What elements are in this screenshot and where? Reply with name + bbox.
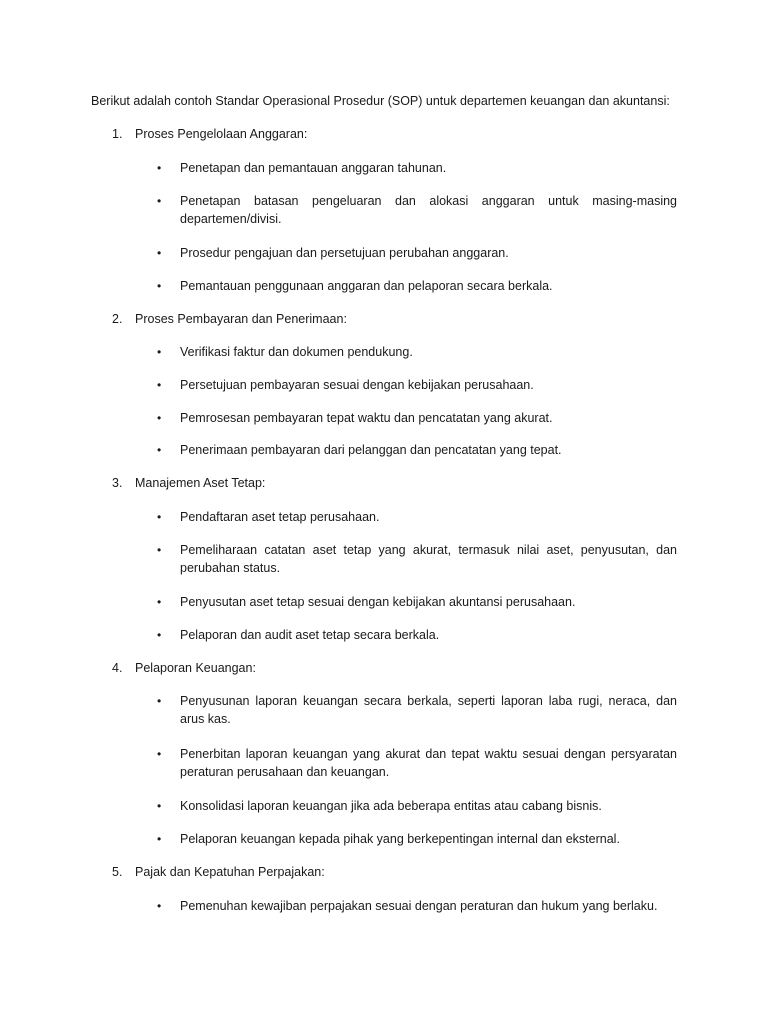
list-item: • Pendaftaran aset tetap perusahaan. bbox=[157, 510, 380, 524]
list-item: • Pemrosesan pembayaran tepat waktu dan pencatatan yang akurat. bbox=[157, 411, 553, 425]
section-heading-4 bbox=[112, 659, 256, 677]
bullet-icon: • bbox=[157, 543, 162, 557]
section-title: Proses Pembayaran dan Penerimaan: bbox=[135, 312, 347, 326]
section-heading-3 bbox=[112, 474, 265, 492]
bullet-icon: • bbox=[157, 628, 162, 642]
list-item: • Pelaporan dan audit aset tetap secara berkala. bbox=[157, 628, 440, 642]
bullet-icon: • bbox=[157, 443, 162, 457]
bullet-icon: • bbox=[157, 832, 162, 846]
bullet-icon: • bbox=[157, 378, 162, 392]
list-item: • Konsolidasi laporan keuangan jika ada beberapa entitas atau cabang bisnis. bbox=[157, 799, 602, 813]
list-item: • Pemantauan penggunaan anggaran dan pelaporan secara berkala. bbox=[157, 279, 553, 293]
section-heading-1 bbox=[112, 125, 307, 143]
bullet-icon: • bbox=[157, 747, 162, 761]
intro-paragraph: Berikut adalah contoh Standar Operasional Prosedur (SOP) untuk departemen keuangan dan akuntansi: bbox=[91, 94, 670, 108]
list-item: • Penerbitan laporan keuangan yang akurat dan tepat waktu sesuai dengan persyaratan peraturan perusahaan dan keuangan. bbox=[157, 747, 677, 779]
bullet-icon: • bbox=[157, 161, 162, 175]
section-title: Pelaporan Keuangan: bbox=[135, 661, 256, 675]
bullet-icon: • bbox=[157, 279, 162, 293]
section-number: 5. bbox=[112, 865, 123, 879]
section-number: 2. bbox=[112, 312, 123, 326]
list-item: • Pemenuhan kewajiban perpajakan sesuai dengan peraturan dan hukum yang berlaku. bbox=[157, 899, 658, 913]
section-number: 4. bbox=[112, 661, 123, 675]
list-item: • Penyusutan aset tetap sesuai dengan kebijakan akuntansi perusahaan. bbox=[157, 595, 576, 609]
list-item: • Verifikasi faktur dan dokumen pendukung. bbox=[157, 345, 413, 359]
bullet-icon: • bbox=[157, 799, 162, 813]
bullet-icon: • bbox=[157, 694, 162, 708]
section-number: 3. bbox=[112, 476, 123, 490]
list-item: • Penyusunan laporan keuangan secara berkala, seperti laporan laba rugi, neraca, dan arus kas. bbox=[157, 694, 677, 726]
list-item: • Pelaporan keuangan kepada pihak yang berkepentingan internal dan eksternal. bbox=[157, 832, 620, 846]
section-title: Pajak dan Kepatuhan Perpajakan: bbox=[135, 865, 325, 879]
section-title: Proses Pengelolaan Anggaran: bbox=[135, 127, 308, 141]
list-item: • Prosedur pengajuan dan persetujuan perubahan anggaran. bbox=[157, 246, 509, 260]
list-item: • Penerimaan pembayaran dari pelanggan dan pencatatan yang tepat. bbox=[157, 443, 562, 457]
section-title: Manajemen Aset Tetap: bbox=[135, 476, 266, 490]
bullet-icon: • bbox=[157, 194, 162, 208]
bullet-icon: • bbox=[157, 246, 162, 260]
section-number: 1. bbox=[112, 127, 123, 141]
bullet-icon: • bbox=[157, 345, 162, 359]
list-item: • Penetapan dan pemantauan anggaran tahunan. bbox=[157, 161, 447, 175]
list-item: • Pemeliharaan catatan aset tetap yang akurat, termasuk nilai aset, penyusutan, dan perubahan status. bbox=[157, 543, 677, 575]
list-item: • Persetujuan pembayaran sesuai dengan kebijakan perusahaan. bbox=[157, 378, 534, 392]
list-item: • Penetapan batasan pengeluaran dan alokasi anggaran untuk masing-masing departemen/divisi. bbox=[157, 194, 677, 226]
bullet-icon: • bbox=[157, 411, 162, 425]
bullet-icon: • bbox=[157, 510, 162, 524]
section-heading-2 bbox=[112, 310, 347, 328]
bullet-icon: • bbox=[157, 595, 162, 609]
section-heading-5 bbox=[112, 863, 325, 881]
bullet-icon: • bbox=[157, 899, 162, 913]
